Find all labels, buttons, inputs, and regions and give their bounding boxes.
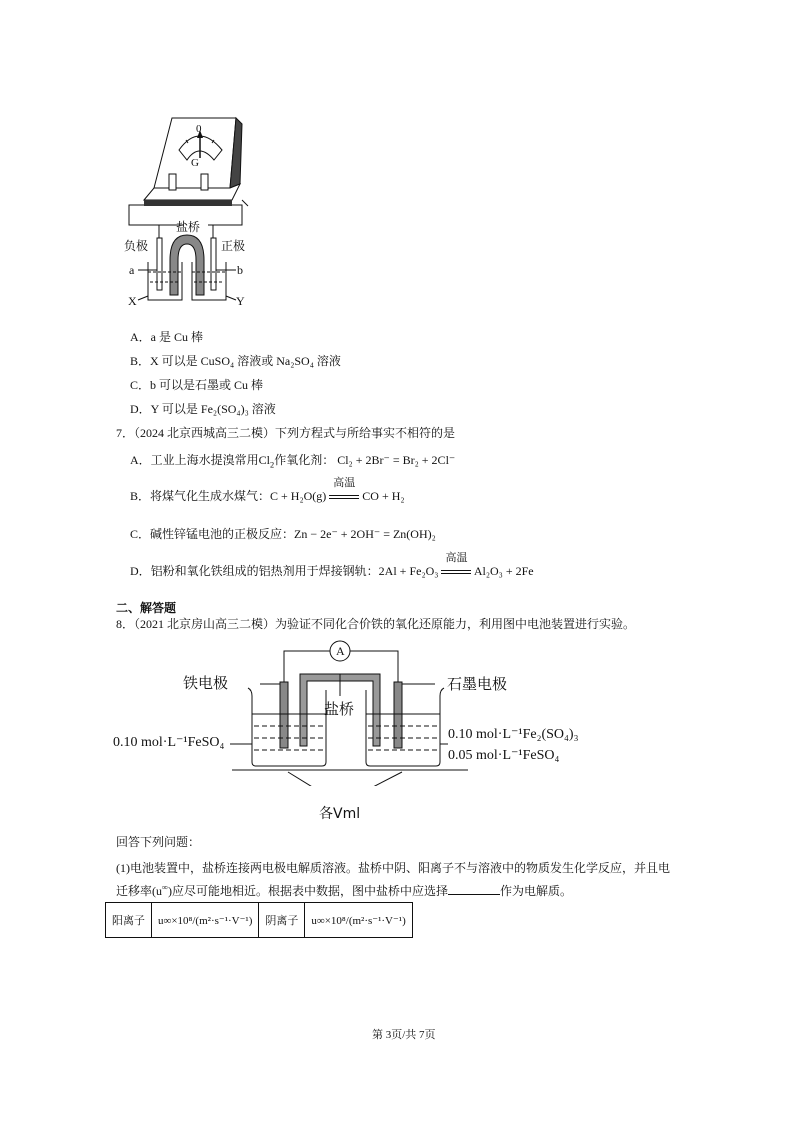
left-solution-label: 0.10 mol·L⁻¹FeSO₄ bbox=[113, 735, 225, 750]
table-header-anion: 阴离子 bbox=[259, 903, 305, 938]
right-solution-label-1: 0.10 mol·L⁻¹Fe₂(SO₄)₃ bbox=[448, 727, 579, 742]
solution-y-label: Y bbox=[236, 294, 245, 308]
q8-stem: 8．（2021 北京房山高三二模）为验证不同化合价铁的氧化还原能力，利用图中电池装置进行实验。 bbox=[116, 617, 636, 631]
q8-part1-line2: 迁移率(u∞)应尽可能地相近。根据表中数据，图中盐桥中应选择 作为电解质。 bbox=[116, 883, 572, 898]
q6-option-b: B．X 可以是 CuSO₄ 溶液或 Na₂SO₄ 溶液 bbox=[130, 354, 341, 368]
q7-option-a: A．工业上海水提溴常用$Cl_2$作氧化剂： Cl₂ + 2Br⁻ = Br₂ + 2Cl⁻ bbox=[130, 453, 456, 470]
salt-bridge-label: 盐桥 bbox=[324, 700, 355, 718]
q8-part1-line1: (1)电池装置中，盐桥连接两电极电解质溶液。盐桥中阴、阳离子不与溶液中的物质发生化学反应，并且电 bbox=[116, 861, 670, 875]
iron-electrode-label: 铁电极 bbox=[183, 674, 229, 692]
electrode-a-label: a bbox=[129, 263, 135, 277]
q6-option-a: A．a 是 Cu 棒 bbox=[130, 330, 204, 344]
page-footer: 第 3页/共 7页 bbox=[372, 1029, 436, 1041]
q7-stem: 7．（2024 北京西城高三二模）下列方程式与所给事实不相符的是 bbox=[116, 426, 456, 440]
q6-option-d: D．Y 可以是 Fe₂(SO₄)₃ 溶液 bbox=[130, 402, 276, 416]
positive-electrode-label: 正极 bbox=[221, 239, 246, 253]
meter-zero-label: 0 bbox=[196, 123, 202, 135]
table-header-cation: 阳离子 bbox=[106, 903, 152, 938]
galvanic-cell-figure bbox=[124, 110, 264, 310]
electrode-b-label: b bbox=[237, 263, 243, 277]
table-header-mobility: u∞×10⁸/(m²·s⁻¹·V⁻¹) bbox=[305, 903, 412, 938]
q7-option-b: B．将煤气化生成水煤气：C + H₂O(g) 高温 CO + H₂ bbox=[130, 477, 405, 503]
ammeter-label: A bbox=[336, 644, 345, 658]
table-header-mobility: u∞×10⁸/(m²·s⁻¹·V⁻¹) bbox=[152, 903, 259, 938]
answer-intro: 回答下列问题： bbox=[116, 835, 201, 849]
q7-option-d: D．铝粉和氧化铁组成的铝热剂用于焊接钢轨：2Al + Fe₂O₃ 高温 Al₂O₃ + 2Fe bbox=[130, 552, 534, 578]
section-heading: 二、解答题 bbox=[116, 601, 177, 615]
q7-option-c: C．碱性锌锰电池的正极反应：Zn − 2e⁻ + 2OH⁻ = Zn(OH)₂ bbox=[130, 527, 436, 541]
graphite-electrode-label: 石墨电极 bbox=[447, 675, 508, 693]
answer-blank[interactable] bbox=[448, 883, 500, 895]
meter-g-label: G bbox=[191, 157, 199, 169]
right-solution-label-2: 0.05 mol·L⁻¹FeSO₄ bbox=[448, 748, 560, 763]
solution-x-label: X bbox=[128, 294, 137, 308]
table-row bbox=[106, 903, 413, 938]
salt-bridge-label: 盐桥 bbox=[176, 220, 201, 234]
q6-option-c: C．b 可以是石墨或 Cu 棒 bbox=[130, 378, 264, 392]
ion-mobility-table bbox=[105, 902, 413, 938]
negative-electrode-label: 负极 bbox=[124, 239, 149, 253]
volume-label: 各Vml bbox=[319, 806, 361, 822]
